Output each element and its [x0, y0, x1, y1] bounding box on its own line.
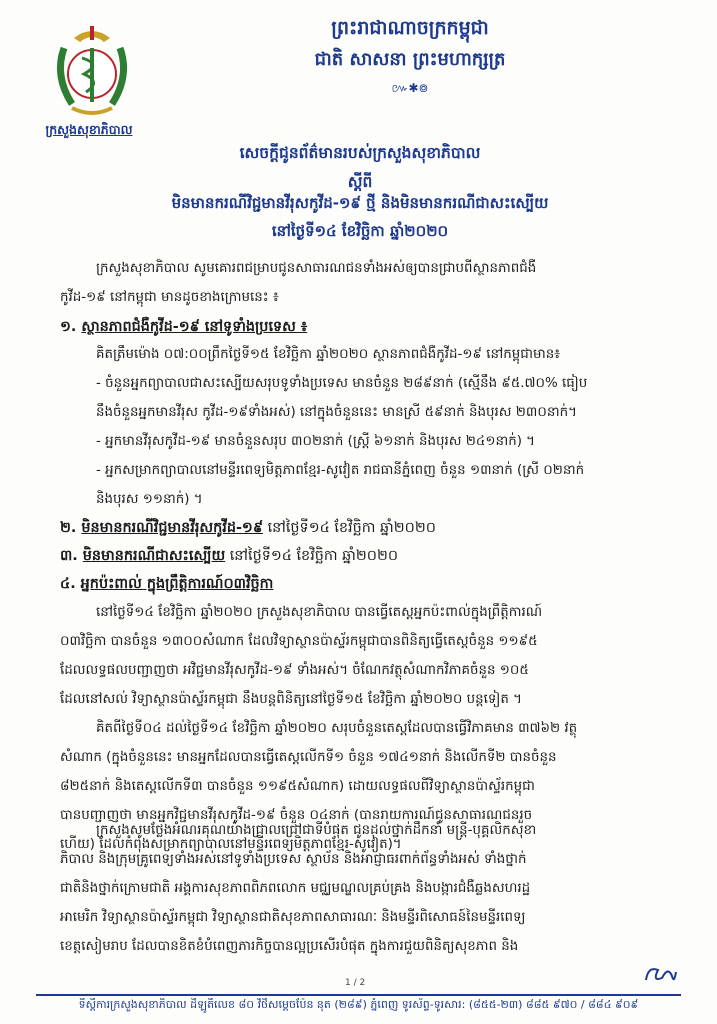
section-1-title: ស្ថានភាពជំងឺកូវីដ-១៩ នៅទូទាំងប្រទេស ៖ [81, 319, 308, 335]
national-motto: ជាតិ សាសនា ព្រះមហាក្សត្រ [314, 49, 506, 70]
section-3-date: នៅថ្ងៃទី១៤ ខែវិច្ឆិកា ឆ្នាំ២០២០ [225, 548, 399, 564]
section-4-title: អ្នកប៉ះពាល់ ក្នុងព្រឹត្តិការណ៍០៣វិច្ឆិកា [80, 576, 274, 592]
section-1-bullet-hospital: - អ្នកសម្រាកព្យាបាលនៅមន្ទីរពេទ្យមិត្តភាពខ្មែរ-សូវៀត រាជធានីភ្នំពេញ ចំនួន ១៣នាក់ (ស្រី ០២នាក់ និងបុរស ១១នាក់) ។ [96, 463, 585, 507]
doc-date: នៅថ្ងៃទី១៤ ខែវិច្ឆិកា ឆ្នាំ២០២០ [271, 222, 449, 240]
footer-rule [36, 994, 681, 996]
section-2-title: មិនមានករណីវិជ្ជមានវីរុសកូវីដ-១៩ [81, 520, 264, 536]
paragraph-thanks: ក្រសួងសូមថ្លែងអំណរគុណយ៉ាងជ្រាលជ្រៅជាទីបំផុត ជូនដល់ថ្នាក់ដឹកនាំ មន្ត្រី-បុគ្គលិកសុខា ភិបាល និងក្រុមគ្រូពេទ្យទាំងអស់នៅទូទាំងប្រទេស ស្ថាប័ន និងអាជ្ញាធរពាក់ព័ន្ធទាំងអស់ ទាំងថ្នាក់ ជាតិនិងថ្នាក់ក្រោមជាតិ អង្គការសុខភាពពិភពលោក មជ្ឈមណ្ឌលគ្រប់គ្រង និងបង្ការជំងឺឆ្លងសហរដ្ឋ អាមេរិក វិទ្យាស្ថានប៉ាស្ទ័រកម្ពុជា វិទ្យាស្ថានជាតិសុខភាពសាធារណៈ និងមន្ទីរពិសោធន៍នៃមន្ទីរពេទ្យ ខេត្តសៀមរាប ដែលបានខិតខំបំពេញភារកិច្ចបានល្អប្រសើរបំផុត ក្នុងការជួយពិនិត្យសុខភាព និង [60, 823, 537, 954]
section-3-number: ៣. [60, 548, 78, 564]
section-1-lead: គិតត្រឹមម៉ោង ០៧:០០ព្រឹកថ្ងៃទី១៥ ខែវិច្ឆិកា ឆ្នាំ២០២០ ស្ថានភាពជំងឺកូវីដ-១៩ នៅកម្ពុជាមាន៖ [96, 347, 561, 362]
footer-address: ទីស្តីការក្រសួងសុខាភិបាល ដីឡូតិ៍លេខ ៨០ វិថីសម្តេចប៉ែន នុត (២៨៩) ភ្នំពេញ ទូរស័ព្ទ-ទូរសារ: (៨៥៥-២៣) ៨៨៥ ៩៧០ / ៨៨៤ ៩០៩ [78, 998, 639, 1011]
section-4-heading [60, 570, 273, 598]
intro-paragraph: ក្រសួងសុខាភិបាល សូមគោរពជម្រាបជូនសាធារណជនទាំងអស់ឲ្យបានជ្រាបពីស្ថានភាពជំងឺ កូវីដ-១៩ នៅកម្ពុជា មានដូចខាងក្រោមនេះ ៖ [60, 261, 537, 305]
section-3-heading [60, 542, 398, 570]
kingdom-heading: ព្រះរាជាណាចក្រកម្ពុជា [331, 17, 489, 39]
page-number: 1 / 2 [345, 978, 366, 988]
ministry-label: ក្រសួងសុខាភិបាល [45, 122, 133, 137]
section-1-bullet-recovered: - ចំនួនអ្នកព្យាបាលជាសះស្បើយសរុបទូទាំងប្រទេស មានចំនួន ២៨៩នាក់ (ស្មើនឹង ៩៥.៧០% ធៀប នឹងចំនួនអ្នកមានវីរុស កូវីដ-១៩ទាំងអស់) នៅក្នុងចំនួននេះ មានស្រី ៥៩នាក់ និងបុរស ២៣០នាក់។ [96, 376, 588, 420]
section-1-bullet-cases: - អ្នកមានវីរុសកូវីដ-១៩ មានចំនួនសរុប ៣០២នាក់ (ស្រ្តី ៦១នាក់ និងបុរស ២៤១នាក់) ។ [96, 434, 536, 449]
doc-title: សេចក្តីជូនព័ត៌មានរបស់ក្រសួងសុខាភិបាល [239, 144, 481, 162]
section-2-date: នៅថ្ងៃទី១៤ ខែវិច្ឆិកា ឆ្នាំ២០២០ [263, 520, 436, 536]
section-3-title: មិនមានករណីជាសះស្បើយ [82, 548, 226, 564]
section-4-number: ៤. [60, 576, 76, 592]
ministry-logo [44, 18, 140, 122]
doc-subject: មិនមានករណីវិជ្ជមានវីរុសកូវីដ-១៩ ថ្មី និងមិនមានករណីជាសះស្បើយ [171, 194, 549, 212]
section-2-heading [60, 514, 436, 542]
section-1-heading [60, 313, 307, 341]
section-1-number: ១. [60, 319, 77, 335]
paragraph-test-results: នៅថ្ងៃទី១៤ ខែវិច្ឆិកា ឆ្នាំ២០២០ ក្រសួងសុខាភិបាល បានធ្វើតេស្តអ្នកប៉ះពាល់ក្នុងព្រឹត្តិការណ៍ ០៣វិច្ឆិកា បានចំនួន ១៣០០សំណាក ដែលវិទ្យាស្ថានប៉ាស្ទ័រកម្ពុជាបានពិនិត្យធ្វើតេស្តចំនួន ១១៩៥ ដែលលទ្ធផលបញ្ជាញថា អវិជ្ជមានវីរុសកូវីដ-១៩ ទាំងអស់។ ចំណែកវត្ថុសំណាកវិភាគចំនួន ១០៥ ដែលនៅសល់ វិទ្យាស្ថានប៉ាស្ទ័រកម្ពុជា នឹងបន្តពិនិត្យនៅថ្ងៃទី១៥ ខែវិច្ឆិកា ឆ្នាំ២០២០ បន្តទៀត ។ [60, 605, 543, 707]
ornament: ៚✱៙ [391, 81, 429, 95]
paragraph-cumulative-tests: គិតពីថ្ងៃទី០៤ ដល់ថ្ងៃទី១៤ ខែវិច្ឆិកា ឆ្នាំ២០២០ សរុបចំនួនតេស្តដែលបានធ្វើវិភាគមាន ៣៧៦២ វត្ថុ សំណាក (ក្នុងចំនួននេះ មានអ្នកដែលបានធ្វើតេស្តលើកទី១ ចំនួន ១៧៤១នាក់ និងលើកទី២ បានចំនួន ៨២៥នាក់ និងតេស្តលើកទី៣ បានចំនួន ១១៩៥សំណាក) ដោយលទ្ធផលពីវិទ្យាស្ថានប៉ាស្ទ័រកម្ពុជា បានបញ្ជាញថា មានអ្នកវិជ្ជមានវីរុសកូវីដ-១៩ ចំនួន ០៤នាក់ (បានរាយការណ៍ជូនសាធារណជនរួច ហើយ) ដែលកំពុងសម្រាកព្យាបាលនៅមន្ទីរពេទ្យមិត្តភាពខ្មែរ-សូវៀត)។ [60, 721, 578, 852]
doc-title-about: ស្តីពី [347, 173, 373, 191]
section-2-number: ២. [60, 520, 77, 536]
initial-signature [642, 962, 678, 988]
